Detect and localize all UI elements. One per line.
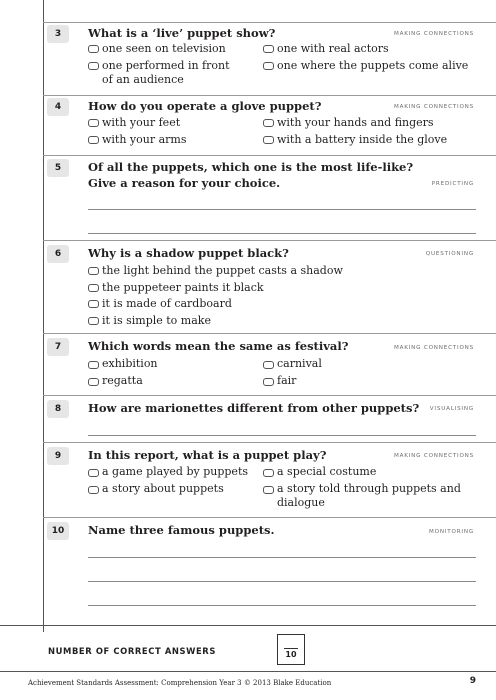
answer-line[interactable] <box>88 233 476 234</box>
q9-option-b-label: a special costume <box>277 465 377 478</box>
question-number-4: 4 <box>47 98 69 116</box>
q7-option-checkbox-a[interactable] <box>88 361 99 369</box>
score-denominator: 10 <box>285 650 297 659</box>
question-5-text: Of all the puppets, which one is the most life-like? <box>88 160 414 174</box>
question-7-text: Which words mean the same as festival? <box>88 339 349 353</box>
question-divider <box>43 395 496 396</box>
question-number-6: 6 <box>47 245 69 263</box>
q4-option-a-label: with your feet <box>102 116 181 129</box>
q3-option-d-label: one where the puppets come alive <box>277 59 469 72</box>
q3-option-checkbox-d[interactable] <box>263 62 274 70</box>
question-3-text: What is a ‘live’ puppet show? <box>88 26 276 40</box>
question-divider <box>43 22 496 23</box>
q4-option-checkbox-c[interactable] <box>88 136 99 144</box>
q9-option-checkbox-c[interactable] <box>88 486 99 494</box>
q6-option-c-label: it is made of cardboard <box>102 297 232 310</box>
page-number: 9 <box>469 676 476 686</box>
answer-line[interactable] <box>88 581 476 582</box>
question-6-text: Why is a shadow puppet black? <box>88 246 289 260</box>
q9-option-checkbox-b[interactable] <box>263 469 274 477</box>
question-3-skill-tag: MAKING CONNECTIONS <box>394 31 474 37</box>
question-number-8: 8 <box>47 400 69 418</box>
q3-option-c-label-line2: of an audience <box>102 73 184 86</box>
correct-answers-label: NUMBER OF CORRECT ANSWERS <box>48 646 216 656</box>
q4-option-b-label: with your hands and fingers <box>277 116 434 129</box>
q6-option-a-label: the light behind the puppet casts a shadow <box>102 264 343 277</box>
question-divider <box>43 155 496 156</box>
score-fraction-line <box>284 648 298 649</box>
copyright-credit: Achievement Standards Assessment: Comprehension Year 3 © 2013 Blake Education <box>28 679 332 687</box>
q7-option-b-label: carnival <box>277 357 322 370</box>
question-5-skill-tag: PREDICTING <box>431 181 474 187</box>
q7-option-a-label: exhibition <box>102 357 158 370</box>
question-4-text: How do you operate a glove puppet? <box>88 99 322 113</box>
question-8-text: How are marionettes different from other puppets? <box>88 401 420 415</box>
question-divider <box>43 517 496 518</box>
question-6-skill-tag: QUESTIONING <box>425 251 474 257</box>
q7-option-checkbox-b[interactable] <box>263 361 274 369</box>
q3-option-c-label: one performed in front <box>102 59 230 72</box>
q6-option-checkbox-c[interactable] <box>88 300 99 308</box>
q7-option-c-label: regatta <box>102 374 143 387</box>
question-number-7: 7 <box>47 338 69 356</box>
q6-option-checkbox-d[interactable] <box>88 317 99 325</box>
footer-divider <box>0 671 496 672</box>
question-10-skill-tag: MONITORING <box>429 529 474 535</box>
q6-option-d-label: it is simple to make <box>102 314 211 327</box>
answer-line[interactable] <box>88 209 476 210</box>
q7-option-checkbox-c[interactable] <box>88 378 99 386</box>
question-5-text-line2: Give a reason for your choice. <box>88 176 281 190</box>
q3-option-checkbox-b[interactable] <box>263 45 274 53</box>
q9-option-c-label: a story about puppets <box>102 482 224 495</box>
q3-option-a-label: one seen on television <box>102 42 226 55</box>
q4-option-checkbox-a[interactable] <box>88 119 99 127</box>
q4-option-d-label: with a battery inside the glove <box>277 133 448 146</box>
question-number-10: 10 <box>47 522 69 540</box>
answer-line[interactable] <box>88 605 476 606</box>
score-box[interactable] <box>277 634 305 665</box>
q9-option-checkbox-d[interactable] <box>263 486 274 494</box>
q9-option-d-label-line2: dialogue <box>277 496 325 509</box>
question-number-5: 5 <box>47 159 69 177</box>
q4-option-checkbox-d[interactable] <box>263 136 274 144</box>
question-divider <box>43 442 496 443</box>
question-divider <box>43 333 496 334</box>
q6-option-checkbox-a[interactable] <box>88 267 99 275</box>
q4-option-c-label: with your arms <box>102 133 187 146</box>
question-8-skill-tag: VISUALISING <box>429 406 474 412</box>
question-number-3: 3 <box>47 25 69 43</box>
question-7-skill-tag: MAKING CONNECTIONS <box>394 345 474 351</box>
q3-option-checkbox-a[interactable] <box>88 45 99 53</box>
question-9-text: In this report, what is a puppet play? <box>88 448 327 462</box>
question-4-skill-tag: MAKING CONNECTIONS <box>394 104 474 110</box>
question-divider <box>43 95 496 96</box>
footer-divider <box>0 625 496 626</box>
question-number-9: 9 <box>47 447 69 465</box>
q4-option-checkbox-b[interactable] <box>263 119 274 127</box>
q9-option-d-label: a story told through puppets and <box>277 482 461 495</box>
answer-line[interactable] <box>88 557 476 558</box>
q9-option-a-label: a game played by puppets <box>102 465 249 478</box>
question-10-text: Name three famous puppets. <box>88 523 275 537</box>
q7-option-checkbox-d[interactable] <box>263 378 274 386</box>
q6-option-b-label: the puppeteer paints it black <box>102 281 264 294</box>
question-9-skill-tag: MAKING CONNECTIONS <box>394 453 474 459</box>
q3-option-checkbox-c[interactable] <box>88 62 99 70</box>
q7-option-d-label: fair <box>277 374 297 387</box>
q3-option-b-label: one with real actors <box>277 42 389 55</box>
question-divider <box>43 240 496 241</box>
q6-option-checkbox-b[interactable] <box>88 284 99 292</box>
answer-line[interactable] <box>88 435 476 436</box>
q9-option-checkbox-a[interactable] <box>88 469 99 477</box>
